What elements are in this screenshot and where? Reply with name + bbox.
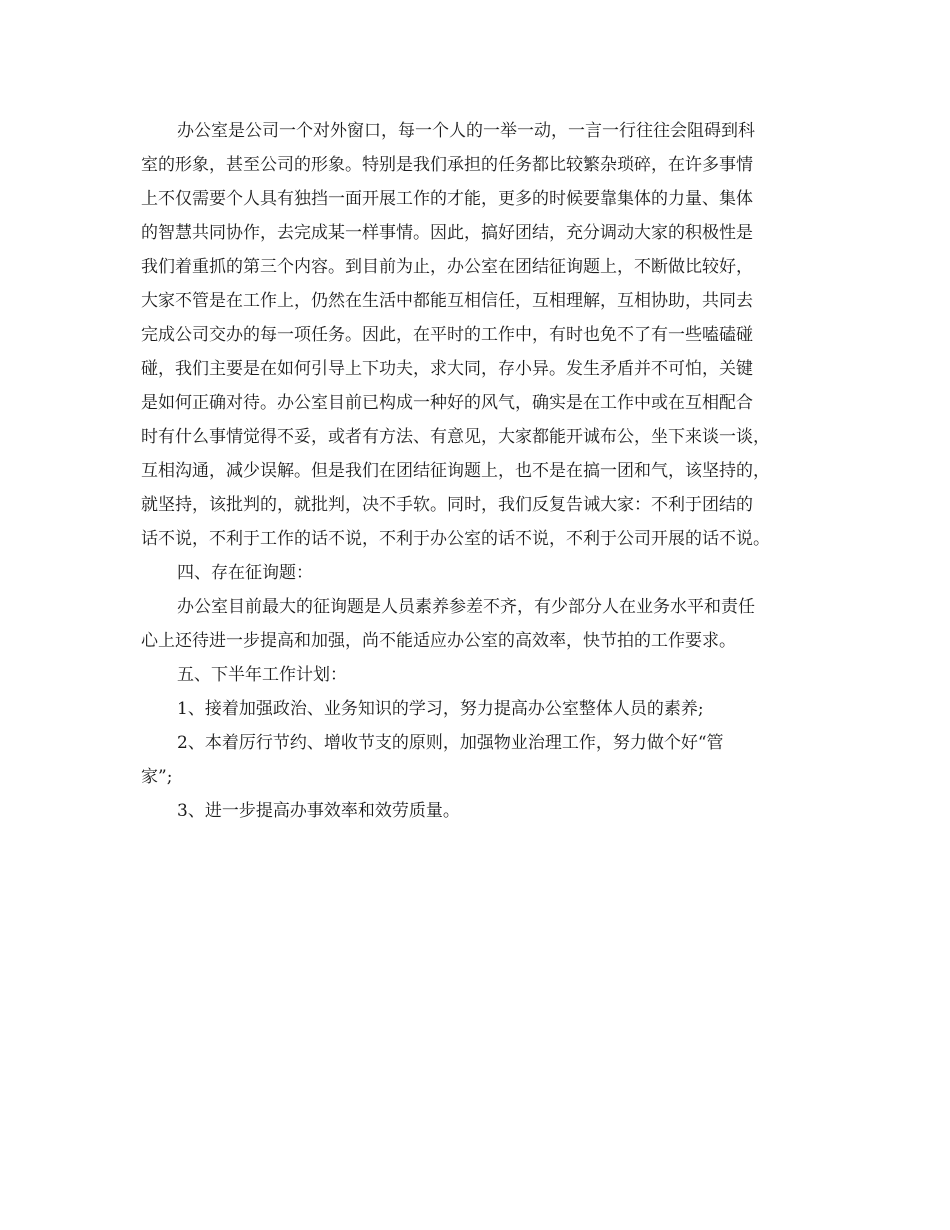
paragraph [141, 590, 821, 658]
text-line: 完成公司交办的每一项任务。因此，在平时的工作中，有时也免不了有一些嗑磕碰 [141, 325, 753, 345]
section-heading: 五、下半年工作计划： [177, 665, 347, 685]
text-line: 我们着重抓的第三个内容。到目前为止，办公室在团结征询题上，不断做比较好， [141, 257, 753, 277]
text-line: 是如何正确对待。办公室目前已构成一种好的风气，确实是在工作中或在互相配合 [141, 393, 753, 413]
text-line: 心上还待进一步提高和加强，尚不能适应办公室的高效率，快节拍的工作要求。 [141, 631, 736, 651]
section-heading: 四、存在征询题： [177, 563, 313, 583]
text-line: 上不仅需要个人具有独挡一面开展工作的才能，更多的时候要靠集体的力量、集体 [141, 189, 753, 209]
text-line: 的智慧共同协作，去完成某一样事情。因此，搞好团结，充分调动大家的积极性是 [141, 223, 753, 243]
text-line: 家”; [141, 767, 173, 787]
list-item: 3、进一步提高办事效率和效劳质量。 [177, 801, 460, 821]
paragraph [141, 114, 821, 556]
text-line: 碰，我们主要是在如何引导上下功夫，求大同，存小异。发生矛盾并不可怕，关键 [141, 359, 753, 379]
text-line: 大家不管是在工作上，仍然在生活中都能互相信任，互相理解，互相协助，共同去 [141, 291, 753, 311]
document-body [141, 114, 821, 828]
text-line: 2、本着厉行节约、增收节支的原则，加强物业治理工作，努力做个好“管 [177, 733, 724, 753]
text-line: 办公室目前最大的征询题是人员素养参差不齐，有少部分人在业务水平和责任 [177, 597, 755, 617]
text-line: 就坚持，该批判的，就批判，决不手软。同时，我们反复告诫大家：不利于团结的 [141, 495, 753, 515]
text-line: 办公室是公司一个对外窗口，每一个人的一举一动，一言一行往往会阻碍到科 [177, 121, 755, 141]
list-item: 1、接着加强政治、业务知识的学习，努力提高办公室整体人员的素养; [177, 699, 704, 719]
list-item [141, 726, 821, 794]
text-line: 互相沟通，减少误解。但是我们在团结征询题上，也不是在搞一团和气，该坚持的， [141, 461, 770, 481]
text-line: 话不说，不利于工作的话不说，不利于办公室的话不说，不利于公司开展的话不说。 [141, 529, 770, 549]
text-line: 时有什么事情觉得不妥，或者有方法、有意见，大家都能开诚布公，坐下来谈一谈， [141, 427, 770, 447]
text-line: 室的形象，甚至公司的形象。特别是我们承担的任务都比较繁杂琐碎，在许多事情 [141, 155, 753, 175]
